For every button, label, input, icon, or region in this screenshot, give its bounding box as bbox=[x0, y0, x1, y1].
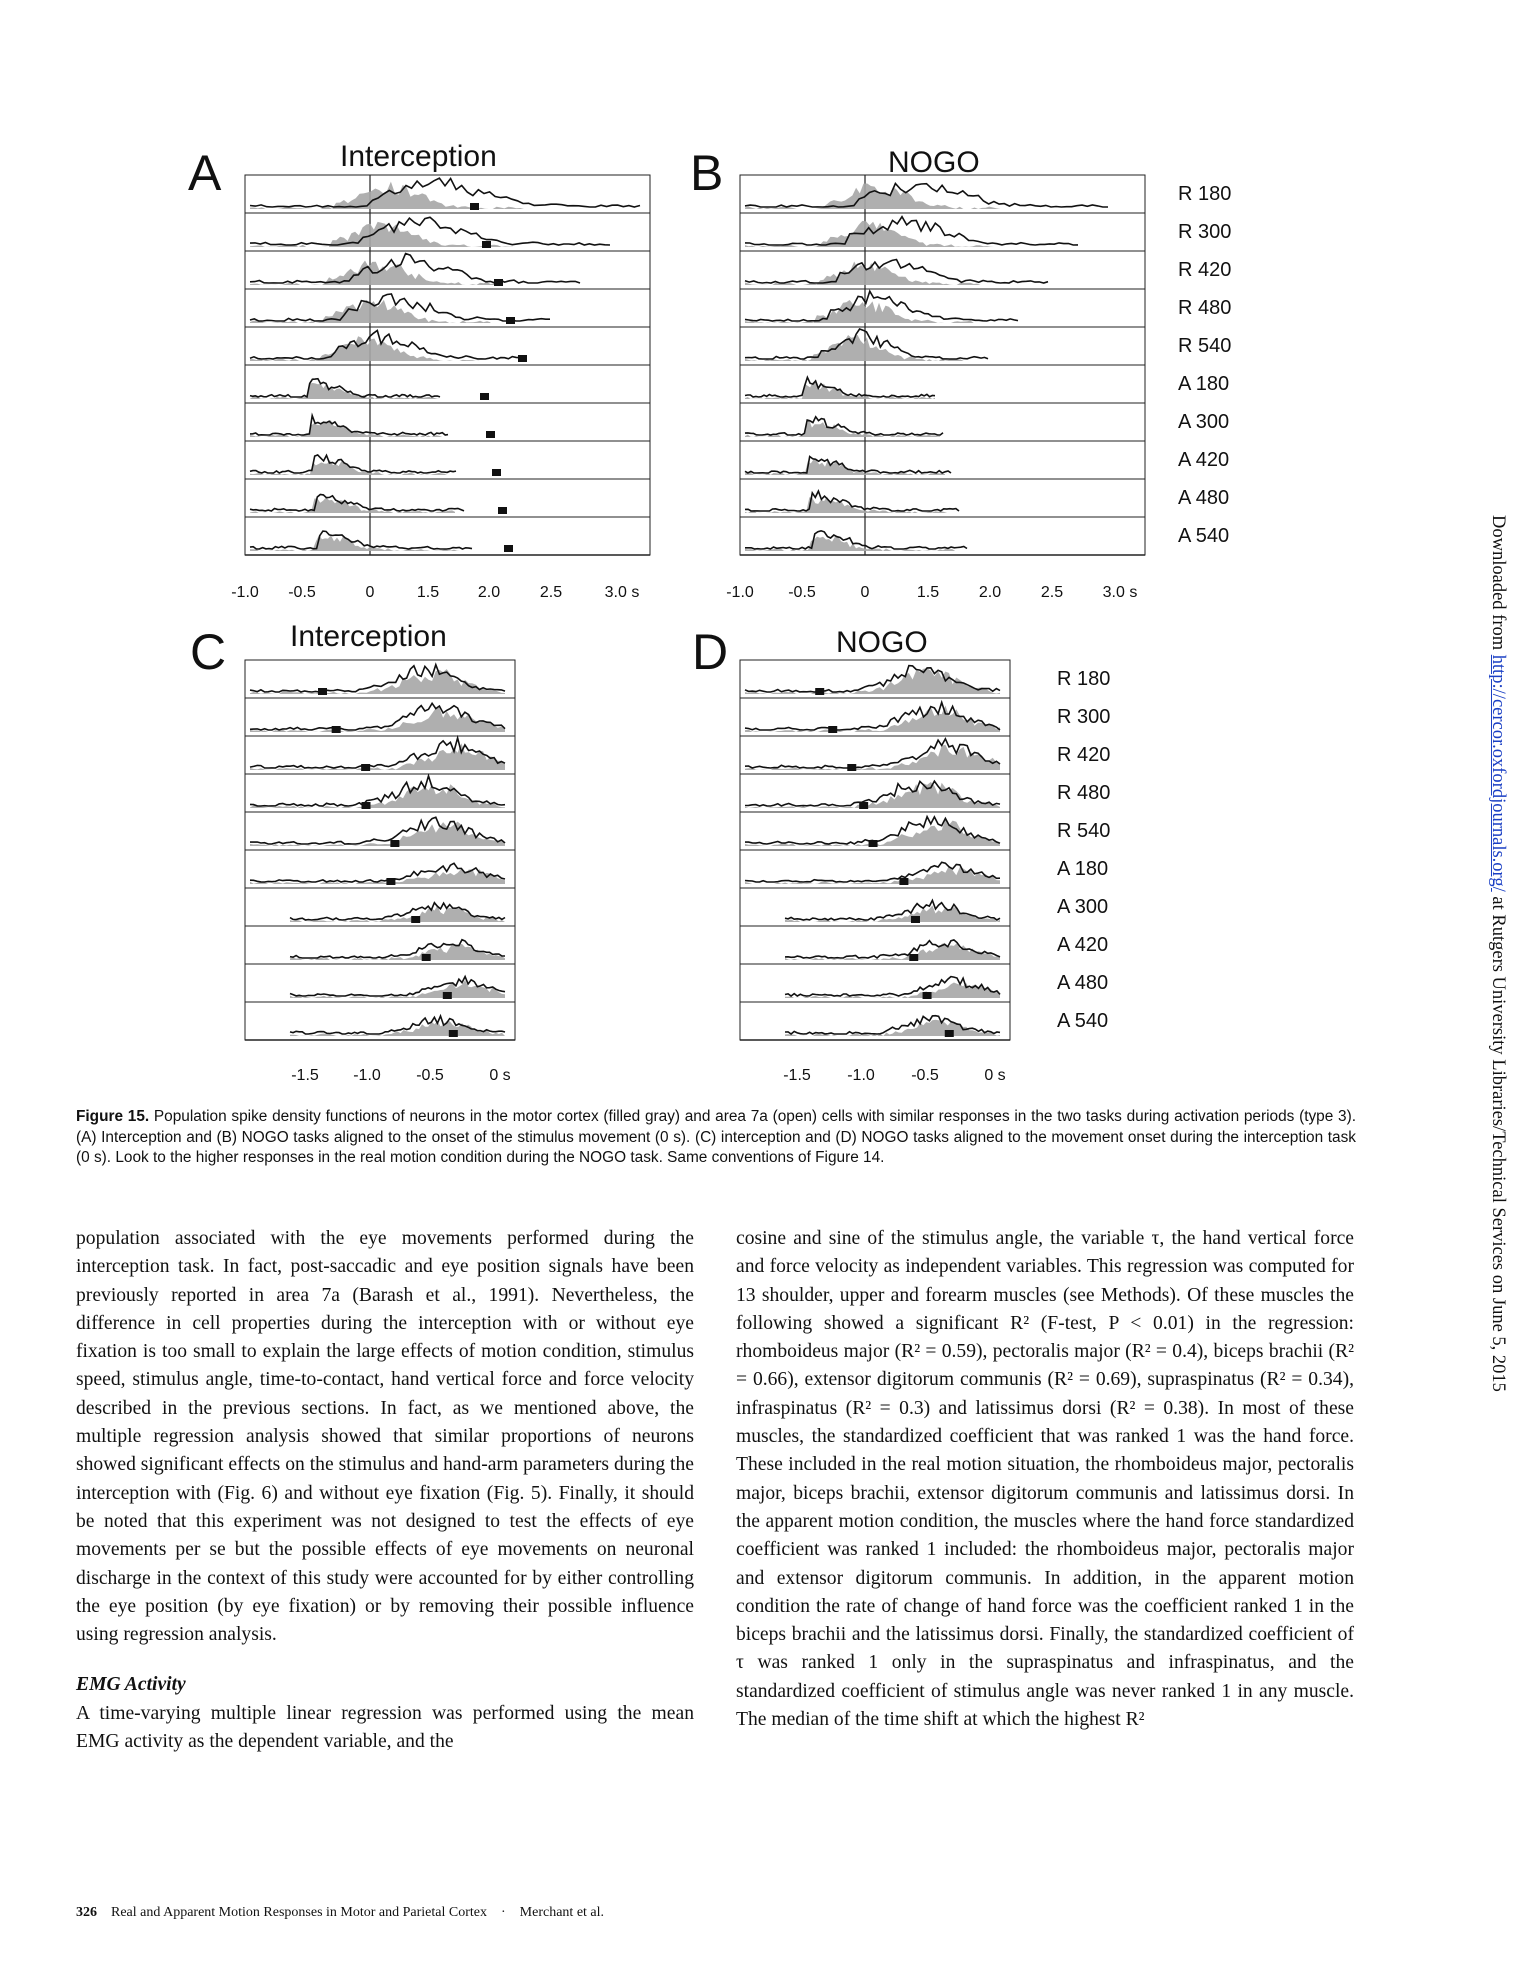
condition-label: A 180 bbox=[1178, 373, 1230, 395]
movement-onset-marker bbox=[386, 878, 395, 885]
condition-label: R 420 bbox=[1057, 744, 1111, 766]
movement-onset-marker bbox=[498, 507, 507, 514]
journal-link[interactable]: http://cercor.oxfordjournals.org/ bbox=[1488, 654, 1508, 892]
condition-label: A 480 bbox=[1057, 972, 1109, 994]
x-tick-label: 0 bbox=[860, 584, 870, 601]
panel-a-row-frame bbox=[245, 441, 650, 479]
x-tick-label: 2.5 bbox=[1040, 584, 1064, 601]
movement-onset-marker bbox=[486, 431, 495, 438]
movement-onset-marker bbox=[909, 954, 918, 961]
caption-label: Figure 15. bbox=[76, 1108, 150, 1125]
x-tick-label: 0 s bbox=[984, 1067, 1006, 1084]
area7a-trace bbox=[250, 217, 610, 245]
movement-onset-marker bbox=[443, 992, 452, 999]
panel-title-a: Interception bbox=[340, 140, 497, 173]
condition-label: A 300 bbox=[1178, 411, 1230, 433]
download-suffix: at Rutgers University Libraries/Technical Services on June 5, 2015 bbox=[1488, 891, 1508, 1392]
area7a-trace bbox=[250, 178, 640, 207]
condition-label: R 180 bbox=[1057, 668, 1111, 690]
movement-onset-marker bbox=[923, 992, 932, 999]
movement-onset-marker bbox=[899, 878, 908, 885]
condition-label: A 540 bbox=[1057, 1010, 1109, 1032]
condition-label: R 180 bbox=[1178, 183, 1232, 205]
footer-separator: · bbox=[501, 1905, 506, 1920]
motor-cortex-fill bbox=[250, 535, 460, 551]
motor-cortex-fill bbox=[745, 668, 1000, 694]
movement-onset-marker bbox=[362, 802, 371, 809]
x-tick-label: -0.5 bbox=[288, 584, 316, 601]
condition-label: A 480 bbox=[1178, 487, 1230, 509]
condition-label: R 540 bbox=[1178, 335, 1232, 357]
x-tick-label: -0.5 bbox=[416, 1067, 444, 1084]
x-tick-label: 1.5 bbox=[416, 584, 440, 601]
x-tick-label: -0.5 bbox=[911, 1067, 939, 1084]
panel-title-c: Interception bbox=[290, 620, 447, 653]
movement-onset-marker bbox=[470, 203, 479, 210]
panel-title-d: NOGO bbox=[836, 626, 928, 659]
condition-label: A 540 bbox=[1178, 525, 1230, 547]
condition-label: A 300 bbox=[1057, 896, 1109, 918]
movement-onset-marker bbox=[361, 764, 370, 771]
download-prefix: Downloaded from bbox=[1488, 515, 1508, 655]
body-column-right bbox=[736, 1225, 1354, 1734]
motor-cortex-fill bbox=[785, 943, 1000, 960]
panel-title-b: NOGO bbox=[888, 146, 980, 179]
page-footer bbox=[76, 1905, 604, 1921]
movement-onset-marker bbox=[480, 393, 489, 400]
paragraph-eye-movements: population associated with the eye movements performed during the interception task. In fact, post-saccadic and eye position signals have been previously reported in area 7a (Barash et al., 1991). Nevertheless, the difference in cell properties during the interception with or without eye fixation is too small to explain the large effects of motion condition, stimulus speed, stimulus angle, time-to-contact, hand vertical force and force velocity described in the previous sections. In fact, as we mentioned above, the multiple regression analysis showed that similar proportions of neurons showed significant effects on the stimulus and hand-arm parameters during the interception with (Fig. 6) and without eye fixation (Fig. 5). Finally, it should be noted that this experiment was not designed to test the effects of eye movements per se but the possible effects of eye movements on neuronal discharge in the context of this study were accounted for by either controlling the eye position (by eye fixation) or by removing their possible influence using regression analysis. bbox=[76, 1228, 694, 1646]
running-title: Real and Apparent Motion Responses in Motor and Parietal Cortex bbox=[111, 1905, 487, 1920]
paragraph-emg-regression: cosine and sine of the stimulus angle, the variable τ, the hand vertical force and force velocity as independent variables. This regression was computed for 13 shoulder, upper and forearm muscles (see Methods). Of these muscles the following showed a significant R² (F-test, P < 0.01) in the regression: rhomboideus major (R² = 0.59), pectoralis major (R² = 0.4), biceps brachii (R² = 0.66), extensor digitorum communis (R² = 0.69), supraspinatus (R² = 0.34), infraspinatus (R² = 0.3) and latissimus dorsi (R² = 0.38). In most of these muscles, the standardized coefficient that was ranked 1 was the hand force. These included in the real motion situation, the rhomboideus major, pectoralis major, biceps brachii, extensor digitorum communis and latissimus dorsi. In the apparent motion condition, the muscles where the hand force standardized coefficient was ranked 1 included: the rhomboideus major, pectoralis major and extensor digitorum communis. In addition, in the apparent motion condition the rate of change of hand force was the coefficient ranked 1 in the biceps brachii and the latissimus dorsi. Finally, the standardized coefficient of τ was ranked 1 only in the supraspinatus and infraspinatus, and the standardized coefficient of stimulus angle was never ranked 1 in any muscle. The median of the time shift at which the highest R² bbox=[736, 1228, 1354, 1731]
x-tick-label: -1.0 bbox=[847, 1067, 875, 1084]
motor-cortex-fill bbox=[250, 497, 455, 513]
panel-b-row-frame bbox=[740, 251, 1145, 289]
panel-letter-d: D bbox=[692, 624, 729, 680]
x-tick-label: 3.0 s bbox=[604, 584, 640, 601]
movement-onset-marker bbox=[449, 1030, 458, 1037]
movement-onset-marker bbox=[518, 355, 527, 362]
footer-authors: Merchant et al. bbox=[519, 1905, 605, 1920]
motor-cortex-fill bbox=[745, 184, 1004, 210]
area7a-trace bbox=[745, 531, 967, 549]
movement-onset-marker bbox=[828, 726, 837, 733]
condition-label: R 540 bbox=[1057, 820, 1111, 842]
movement-onset-marker bbox=[482, 241, 491, 248]
x-tick-label: 0 bbox=[365, 584, 375, 601]
movement-onset-marker bbox=[911, 916, 920, 923]
movement-onset-marker bbox=[504, 545, 513, 552]
panel-letter-c: C bbox=[190, 624, 227, 680]
movement-onset-marker bbox=[869, 840, 878, 847]
movement-onset-marker bbox=[506, 317, 515, 324]
motor-cortex-fill bbox=[745, 221, 994, 247]
x-tick-label: -1.0 bbox=[353, 1067, 381, 1084]
condition-label: R 480 bbox=[1057, 782, 1111, 804]
motor-cortex-fill bbox=[250, 182, 524, 209]
motor-cortex-fill bbox=[785, 983, 1000, 999]
movement-onset-marker bbox=[422, 954, 431, 961]
movement-onset-marker bbox=[945, 1030, 954, 1037]
movement-onset-marker bbox=[847, 764, 856, 771]
panel-b-row-frame bbox=[740, 517, 1145, 555]
body-column-left bbox=[76, 1225, 694, 1756]
condition-label: A 420 bbox=[1178, 449, 1230, 471]
panel-b-row-frame bbox=[740, 365, 1145, 403]
download-notice bbox=[1487, 515, 1508, 1392]
motor-cortex-fill bbox=[745, 782, 1000, 808]
movement-onset-marker bbox=[815, 688, 824, 695]
x-tick-label: -1.0 bbox=[726, 584, 754, 601]
section-heading-emg: EMG Activity bbox=[76, 1674, 186, 1696]
x-tick-label: 2.5 bbox=[539, 584, 563, 601]
x-tick-label: -1.0 bbox=[231, 584, 259, 601]
motor-cortex-fill bbox=[250, 222, 513, 247]
paragraph-emg-intro: A time-varying multiple linear regression was performed using the mean EMG activity as the dependent variable, and the bbox=[76, 1702, 694, 1753]
area7a-trace bbox=[745, 184, 1108, 208]
movement-onset-marker bbox=[332, 726, 341, 733]
condition-label: R 300 bbox=[1178, 221, 1232, 243]
figure-caption bbox=[76, 1107, 1356, 1169]
x-tick-label: 3.0 s bbox=[1102, 584, 1138, 601]
x-tick-label: 1.5 bbox=[916, 584, 940, 601]
movement-onset-marker bbox=[411, 916, 420, 923]
page-number: 326 bbox=[76, 1905, 97, 1920]
x-tick-label: 2.0 bbox=[477, 584, 501, 601]
condition-label: R 300 bbox=[1057, 706, 1111, 728]
x-tick-label: 0 s bbox=[489, 1067, 511, 1084]
movement-onset-marker bbox=[492, 469, 501, 476]
movement-onset-marker bbox=[390, 840, 399, 847]
caption-text: Population spike density functions of neurons in the motor cortex (filled gray) and area 7a (open) cells with similar responses in the two tasks during activation periods (type 3). (A) Interception and (B) NOGO tasks aligned to the onset of the stimulus movement (0 s). (C) interception and (D) NOGO tasks aligned to the movement onset during the interception task (0 s). Look to the higher responses in the real motion condition during the NOGO task. Same conventions of Figure 14. bbox=[76, 1108, 1357, 1166]
x-tick-label: -1.5 bbox=[291, 1067, 319, 1084]
motor-cortex-fill bbox=[290, 943, 505, 960]
movement-onset-marker bbox=[494, 279, 503, 286]
condition-label: R 420 bbox=[1178, 259, 1232, 281]
x-tick-label: -0.5 bbox=[788, 584, 816, 601]
panel-letter-a: A bbox=[188, 145, 222, 201]
movement-onset-marker bbox=[318, 688, 327, 695]
x-tick-label: -1.5 bbox=[783, 1067, 811, 1084]
area7a-trace bbox=[250, 531, 472, 549]
condition-label: R 480 bbox=[1178, 297, 1232, 319]
area7a-trace bbox=[250, 254, 580, 284]
condition-label: A 180 bbox=[1057, 858, 1109, 880]
panel-letter-b: B bbox=[690, 145, 724, 201]
movement-onset-marker bbox=[859, 802, 868, 809]
condition-label: A 420 bbox=[1057, 934, 1109, 956]
panel-a-row-frame bbox=[245, 251, 650, 289]
x-tick-label: 2.0 bbox=[978, 584, 1002, 601]
